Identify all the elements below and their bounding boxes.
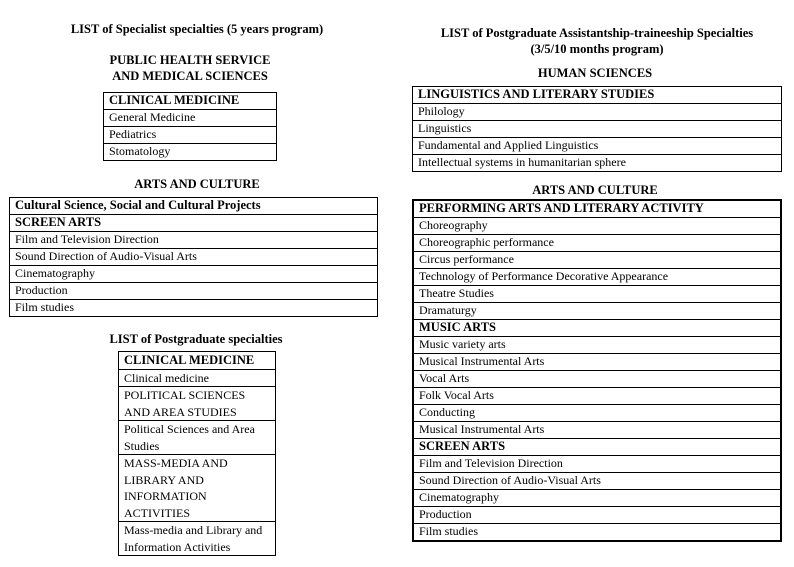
table-row [10,215,378,232]
specialty-cell: Linguistics [413,121,782,138]
specialty-cell: Technology of Performance Decorative Appearance [413,269,781,286]
specialty-cell: Choreography [413,218,781,235]
table-row [413,121,782,138]
table-row [119,387,276,421]
table-row [413,200,781,218]
table-row [413,320,781,337]
table-row [413,269,781,286]
table-row [10,300,378,317]
specialty-cell: Sound Direction of Audio-Visual Arts [10,249,378,266]
table-row [413,354,781,371]
table-row [413,218,781,235]
public-health-heading [60,52,320,84]
section-header-cell: MUSIC ARTS [413,320,781,337]
table-row [413,439,781,456]
postgraduate-list-title: LIST of Postgraduate specialties [109,332,283,346]
specialist-list-title: LIST of Specialist specialties (5 years program) [70,22,324,36]
table-row [10,266,378,283]
table-row [119,352,276,370]
section-header-cell: SCREEN ARTS [10,215,378,232]
specialty-cell: Music variety arts [413,337,781,354]
specialty-cell: Film studies [413,524,781,542]
specialty-cell: Intellectual systems in humanitarian sphere [413,155,782,172]
human-sciences-heading: HUMAN SCIENCES [537,66,653,80]
table-row [413,303,781,320]
section-header-cell: LINGUISTICS AND LITERARY STUDIES [413,87,782,104]
table-row [413,507,781,524]
specialty-cell: Circus performance [413,252,781,269]
specialty-cell: Vocal Arts [413,371,781,388]
table-row [413,422,781,439]
specialty-cell: Film studies [10,300,378,317]
specialty-cell: Production [10,283,378,300]
specialty-cell: Clinical medicine [119,369,276,387]
specialty-cell: Conducting [413,405,781,422]
table-row [413,490,781,507]
table-row [104,144,277,161]
table-row [413,87,782,104]
linguistics-table [412,86,782,172]
specialty-cell: Cinematography [413,490,781,507]
table-row [413,286,781,303]
specialty-cell: Musical Instrumental Arts [413,354,781,371]
assistantship-title-line2: (3/5/10 months program) [530,42,664,56]
table-row [413,473,781,490]
specialty-cell: Production [413,507,781,524]
table-row [413,138,782,155]
section-header-cell: Cultural Science, Social and Cultural Projects [10,198,378,215]
section-header-cell: CLINICAL MEDICINE [104,93,277,110]
specialty-cell: Philology [413,104,782,121]
table-row [119,421,276,455]
table-row [104,127,277,144]
arts-culture-table-right [412,199,782,542]
specialty-cell: Stomatology [104,144,277,161]
table-row [119,522,276,556]
arts-culture-table-left [9,197,378,317]
table-row [119,369,276,387]
postgraduate-table [118,351,276,556]
table-row [104,93,277,110]
specialty-cell: Pediatrics [104,127,277,144]
table-row [413,252,781,269]
specialty-cell: MASS-MEDIA AND LIBRARY AND INFORMATION ACTIVITIES [119,455,276,522]
specialty-cell: Choreographic performance [413,235,781,252]
assistantship-title-line1: LIST of Postgraduate Assistantship-traineeship Specialties [440,26,754,40]
specialty-cell: Mass-media and Library and Information Activities [119,522,276,556]
table-row [413,388,781,405]
section-header-cell: SCREEN ARTS [413,439,781,456]
public-health-heading-line2: AND MEDICAL SCIENCES [112,69,268,83]
assistantship-list-title [410,25,784,57]
specialty-cell: Musical Instrumental Arts [413,422,781,439]
specialty-cell: Folk Vocal Arts [413,388,781,405]
section-header-cell: CLINICAL MEDICINE [119,352,276,370]
table-row [413,405,781,422]
public-health-heading-line1: PUBLIC HEALTH SERVICE [109,53,271,67]
arts-culture-heading-left: ARTS AND CULTURE [134,177,260,191]
table-row [413,235,781,252]
table-row [413,371,781,388]
table-row [119,455,276,522]
arts-culture-heading-right: ARTS AND CULTURE [532,183,658,197]
table-row [10,283,378,300]
specialty-cell: Theatre Studies [413,286,781,303]
section-header-cell: PERFORMING ARTS AND LITERARY ACTIVITY [413,200,781,218]
table-row [104,110,277,127]
table-row [10,232,378,249]
table-row [413,524,781,542]
table-row [413,456,781,473]
specialty-cell: Film and Television Direction [10,232,378,249]
specialty-cell: Fundamental and Applied Linguistics [413,138,782,155]
specialty-cell: Political Sciences and Area Studies [119,421,276,455]
table-row [413,337,781,354]
specialty-cell: Dramaturgy [413,303,781,320]
table-row [413,104,782,121]
clinical-medicine-table [103,92,277,161]
table-row [10,249,378,266]
specialty-cell: Sound Direction of Audio-Visual Arts [413,473,781,490]
specialty-cell: Cinematography [10,266,378,283]
specialty-cell: Film and Television Direction [413,456,781,473]
table-row [413,155,782,172]
specialty-cell: POLITICAL SCIENCES AND AREA STUDIES [119,387,276,421]
table-row [10,198,378,215]
specialty-cell: General Medicine [104,110,277,127]
